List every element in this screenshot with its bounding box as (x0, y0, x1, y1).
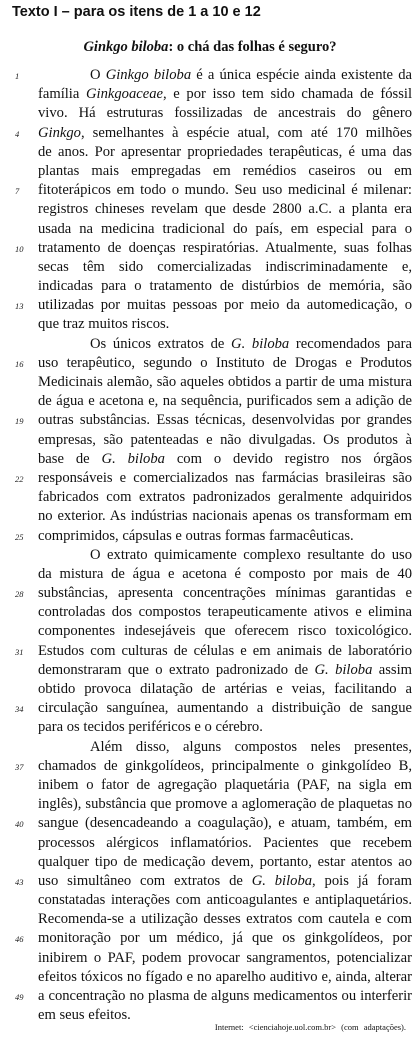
text-line (38, 488, 412, 507)
line-number: 25 (15, 531, 24, 542)
text-segment: inibem o fator de agregação plaquetária (PAF, na sigla em (38, 776, 412, 793)
text-segment: outras substâncias. Essas técnicas, desenvolvidas por grandes (38, 412, 412, 429)
text-segment: componentes indesejáveis que oferecem risco toxicológico. (38, 623, 412, 640)
text-segment: efeitos tóxicos no fígado e no aparelho auditivo e, ainda, alterar (38, 968, 412, 985)
text-segment: controladas dos compostos terapeuticamente ativos e elimina (38, 604, 412, 621)
italic-term: Ginkgoaceae (86, 86, 163, 103)
line-number: 19 (15, 416, 24, 427)
text-segment: sangue (desencadeando a coagulação), e atuam, também, em (38, 815, 412, 832)
text-line (15, 872, 412, 891)
text-line (38, 910, 412, 929)
text-line (15, 66, 412, 85)
text-segment: circulação sanguínea, aumentando a distribuição de sangue (38, 700, 412, 717)
text-segment: é a única espécie ainda existente da (191, 67, 412, 83)
text-line (38, 622, 412, 641)
text-segment: vivo. Há estruturas fossilizadas de ancestrais do gênero (38, 105, 412, 122)
text-segment: , semelhantes à espécie atual, com até 170 milhões (80, 124, 412, 141)
text-segment: uso terapêutico, segundo o Instituto de Drogas e Produtos (38, 354, 412, 371)
text-segment: base de (38, 450, 102, 467)
text-segment: comprimidos, cápsulas e outras formas farmacêuticas. (38, 527, 354, 544)
text-segment: de anos. Por apresentar propriedades terapêuticas, é uma das (38, 143, 412, 160)
text-line (38, 315, 412, 334)
text-segment: em seus efeitos. (38, 1007, 131, 1024)
line-number: 31 (15, 646, 24, 657)
line-number: 22 (15, 473, 24, 484)
text-segment: com o devido registro nos órgãos (164, 450, 412, 467)
source-citation: Internet: <cienciahoje.uol.com.br> (com adaptações). (214, 1022, 406, 1032)
text-segment: plantas mais empregadas em remédios caseiros ou em (38, 162, 412, 179)
article-title-italic: Ginkgo biloba (83, 39, 169, 55)
line-number: 40 (15, 819, 24, 830)
text-header: Texto I – para os itens de 1 a 10 e 12 (12, 4, 261, 20)
text-segment: , pois já foram (312, 872, 412, 889)
line-number: 7 (15, 186, 20, 197)
text-segment: , e por isso tem sido chamada de fóssil (163, 86, 412, 103)
text-line (38, 853, 412, 872)
article-body (15, 66, 412, 1025)
text-line (38, 258, 412, 277)
text-line (38, 507, 412, 526)
text-segment: da mistura de água e acetona é composto por mais de 40 (38, 565, 412, 582)
text-segment: processos alérgicos inflamatórios. Pacientes que recebem (38, 834, 412, 851)
text-line (38, 162, 412, 181)
text-segment: Além disso, alguns compostos neles presentes, (90, 738, 412, 755)
text-line (38, 776, 412, 795)
text-segment: Estudos com culturas de células e em animais de laboratório (38, 642, 412, 659)
text-segment: a concentração no plasma de alguns medicamentos ou interferir (38, 988, 412, 1004)
italic-term: G. biloba (251, 872, 313, 889)
line-number: 49 (15, 992, 24, 1002)
article-title (0, 38, 420, 56)
text-line (38, 891, 412, 910)
italic-term: G. biloba (231, 335, 290, 352)
text-line (38, 949, 412, 968)
text-segment: Os únicos extratos de (90, 335, 232, 352)
text-line (15, 987, 412, 1006)
text-segment: inglês), substância que promove a aglomeração de plaquetas no (38, 796, 412, 813)
line-number: 16 (15, 358, 24, 369)
article-title-rest: : o chá das folhas é seguro? (168, 39, 337, 55)
line-number: 13 (15, 301, 24, 312)
text-line (15, 699, 412, 718)
text-segment: no exterior. As indústrias nacionais apenas os transformam em (38, 508, 412, 525)
text-segment: O (90, 67, 106, 83)
text-line (38, 392, 412, 411)
line-number: 43 (15, 876, 24, 887)
line-number: 34 (15, 704, 24, 715)
text-line (15, 181, 412, 200)
text-segment: para os tecidos periféricos e o cérebro. (38, 719, 263, 736)
text-line (15, 124, 412, 143)
text-line (15, 814, 412, 833)
text-line (15, 469, 412, 488)
text-line (15, 239, 412, 258)
text-segment: de água e acetona e, na sequência, purificados sem a adição de (38, 393, 412, 410)
text-line (38, 718, 412, 737)
text-line (38, 738, 412, 757)
text-line (38, 834, 412, 853)
text-segment: indicadas para o tratamento de distúrbios de memória, são (38, 278, 412, 295)
text-segment: que traz muitos riscos. (38, 316, 170, 333)
text-segment: O extrato quimicamente complexo resultante do uso (90, 546, 412, 563)
text-segment: qualquer tipo de medicação devem, portanto, estar atentos ao (38, 853, 412, 870)
text-segment: uso simultâneo com extratos de (38, 872, 252, 889)
text-line (38, 661, 412, 680)
text-segment: secas têm sido comercializadas indiscriminadamente e, (38, 258, 412, 275)
line-number: 28 (15, 589, 24, 600)
text-line (38, 795, 412, 814)
text-segment: substâncias, apresenta concentrações mínimas garantidas e (38, 585, 412, 602)
text-line (38, 373, 412, 392)
text-line (15, 411, 412, 430)
text-segment: chamados de ginkgolídeos, principalmente o ginkgolídeo B, (38, 757, 412, 774)
text-segment: monitoração por um médico, já que os ginkgolídeos, por (38, 930, 412, 947)
text-line (38, 220, 412, 239)
text-segment: família (38, 86, 86, 103)
text-segment: Medicinais alemão, são aqueles obtidos a partir de uma mistura (38, 374, 412, 390)
text-line (38, 104, 412, 123)
text-segment: registros chineses revelam que desde 2800 a.C. a planta era (38, 201, 412, 218)
text-line (38, 143, 412, 162)
text-line (15, 296, 412, 315)
text-line (38, 85, 412, 104)
text-line (15, 642, 412, 661)
text-segment: tratamento de doenças respiratórias. Atualmente, suas folhas (38, 239, 412, 256)
italic-term: G. biloba (101, 450, 165, 467)
line-number: 1 (15, 71, 20, 81)
italic-term: G. biloba (314, 661, 373, 678)
text-segment: recomendados para (289, 335, 412, 352)
text-segment: responsáveis e comercializados nas farmácias brasileiras são (38, 469, 412, 486)
text-line (38, 968, 412, 987)
text-line (38, 680, 412, 699)
text-line (38, 565, 412, 584)
italic-term: Ginkgo biloba (105, 67, 192, 83)
text-segment: demonstraram que o extrato padronizado de (38, 661, 315, 678)
italic-term: Ginkgo (38, 124, 81, 141)
text-line (38, 200, 412, 219)
text-line (38, 603, 412, 622)
text-line (38, 431, 412, 450)
text-segment: Recomenda-se a utilização desses extratos com cautela e com (38, 911, 412, 928)
text-line (38, 450, 412, 469)
text-line (15, 757, 412, 776)
text-line (15, 527, 412, 546)
text-segment: constatadas interações com anticoagulantes e antiplaquetários. (38, 892, 412, 909)
text-line (15, 929, 412, 948)
text-segment: assim (372, 661, 412, 678)
text-segment: fabricados com extratos padronizados geralmente adquiridos (38, 489, 412, 506)
line-number: 4 (15, 128, 20, 139)
text-line (38, 335, 412, 354)
text-segment: usada na medicina tradicional do país, em especial para o (38, 220, 412, 237)
text-segment: inibirem o PAF, podem provocar sangramentos, potencializar (38, 949, 412, 966)
text-line (38, 277, 412, 296)
text-line (15, 354, 412, 373)
text-segment: empresas, são patenteadas e não divulgadas. Os produtos à (38, 431, 412, 448)
line-number: 46 (15, 934, 24, 945)
line-number: 37 (15, 761, 24, 772)
text-line (38, 546, 412, 565)
text-segment: utilizadas por muitas pessoas por meio da automedicação, o (38, 297, 412, 314)
text-segment: obtido provoca dilatação de artérias e veias, facilitando a (38, 681, 412, 697)
line-number: 10 (15, 243, 24, 254)
text-segment: fitoterápicos em todo o mundo. Seu uso medicinal é milenar: (38, 182, 412, 199)
text-line (15, 584, 412, 603)
